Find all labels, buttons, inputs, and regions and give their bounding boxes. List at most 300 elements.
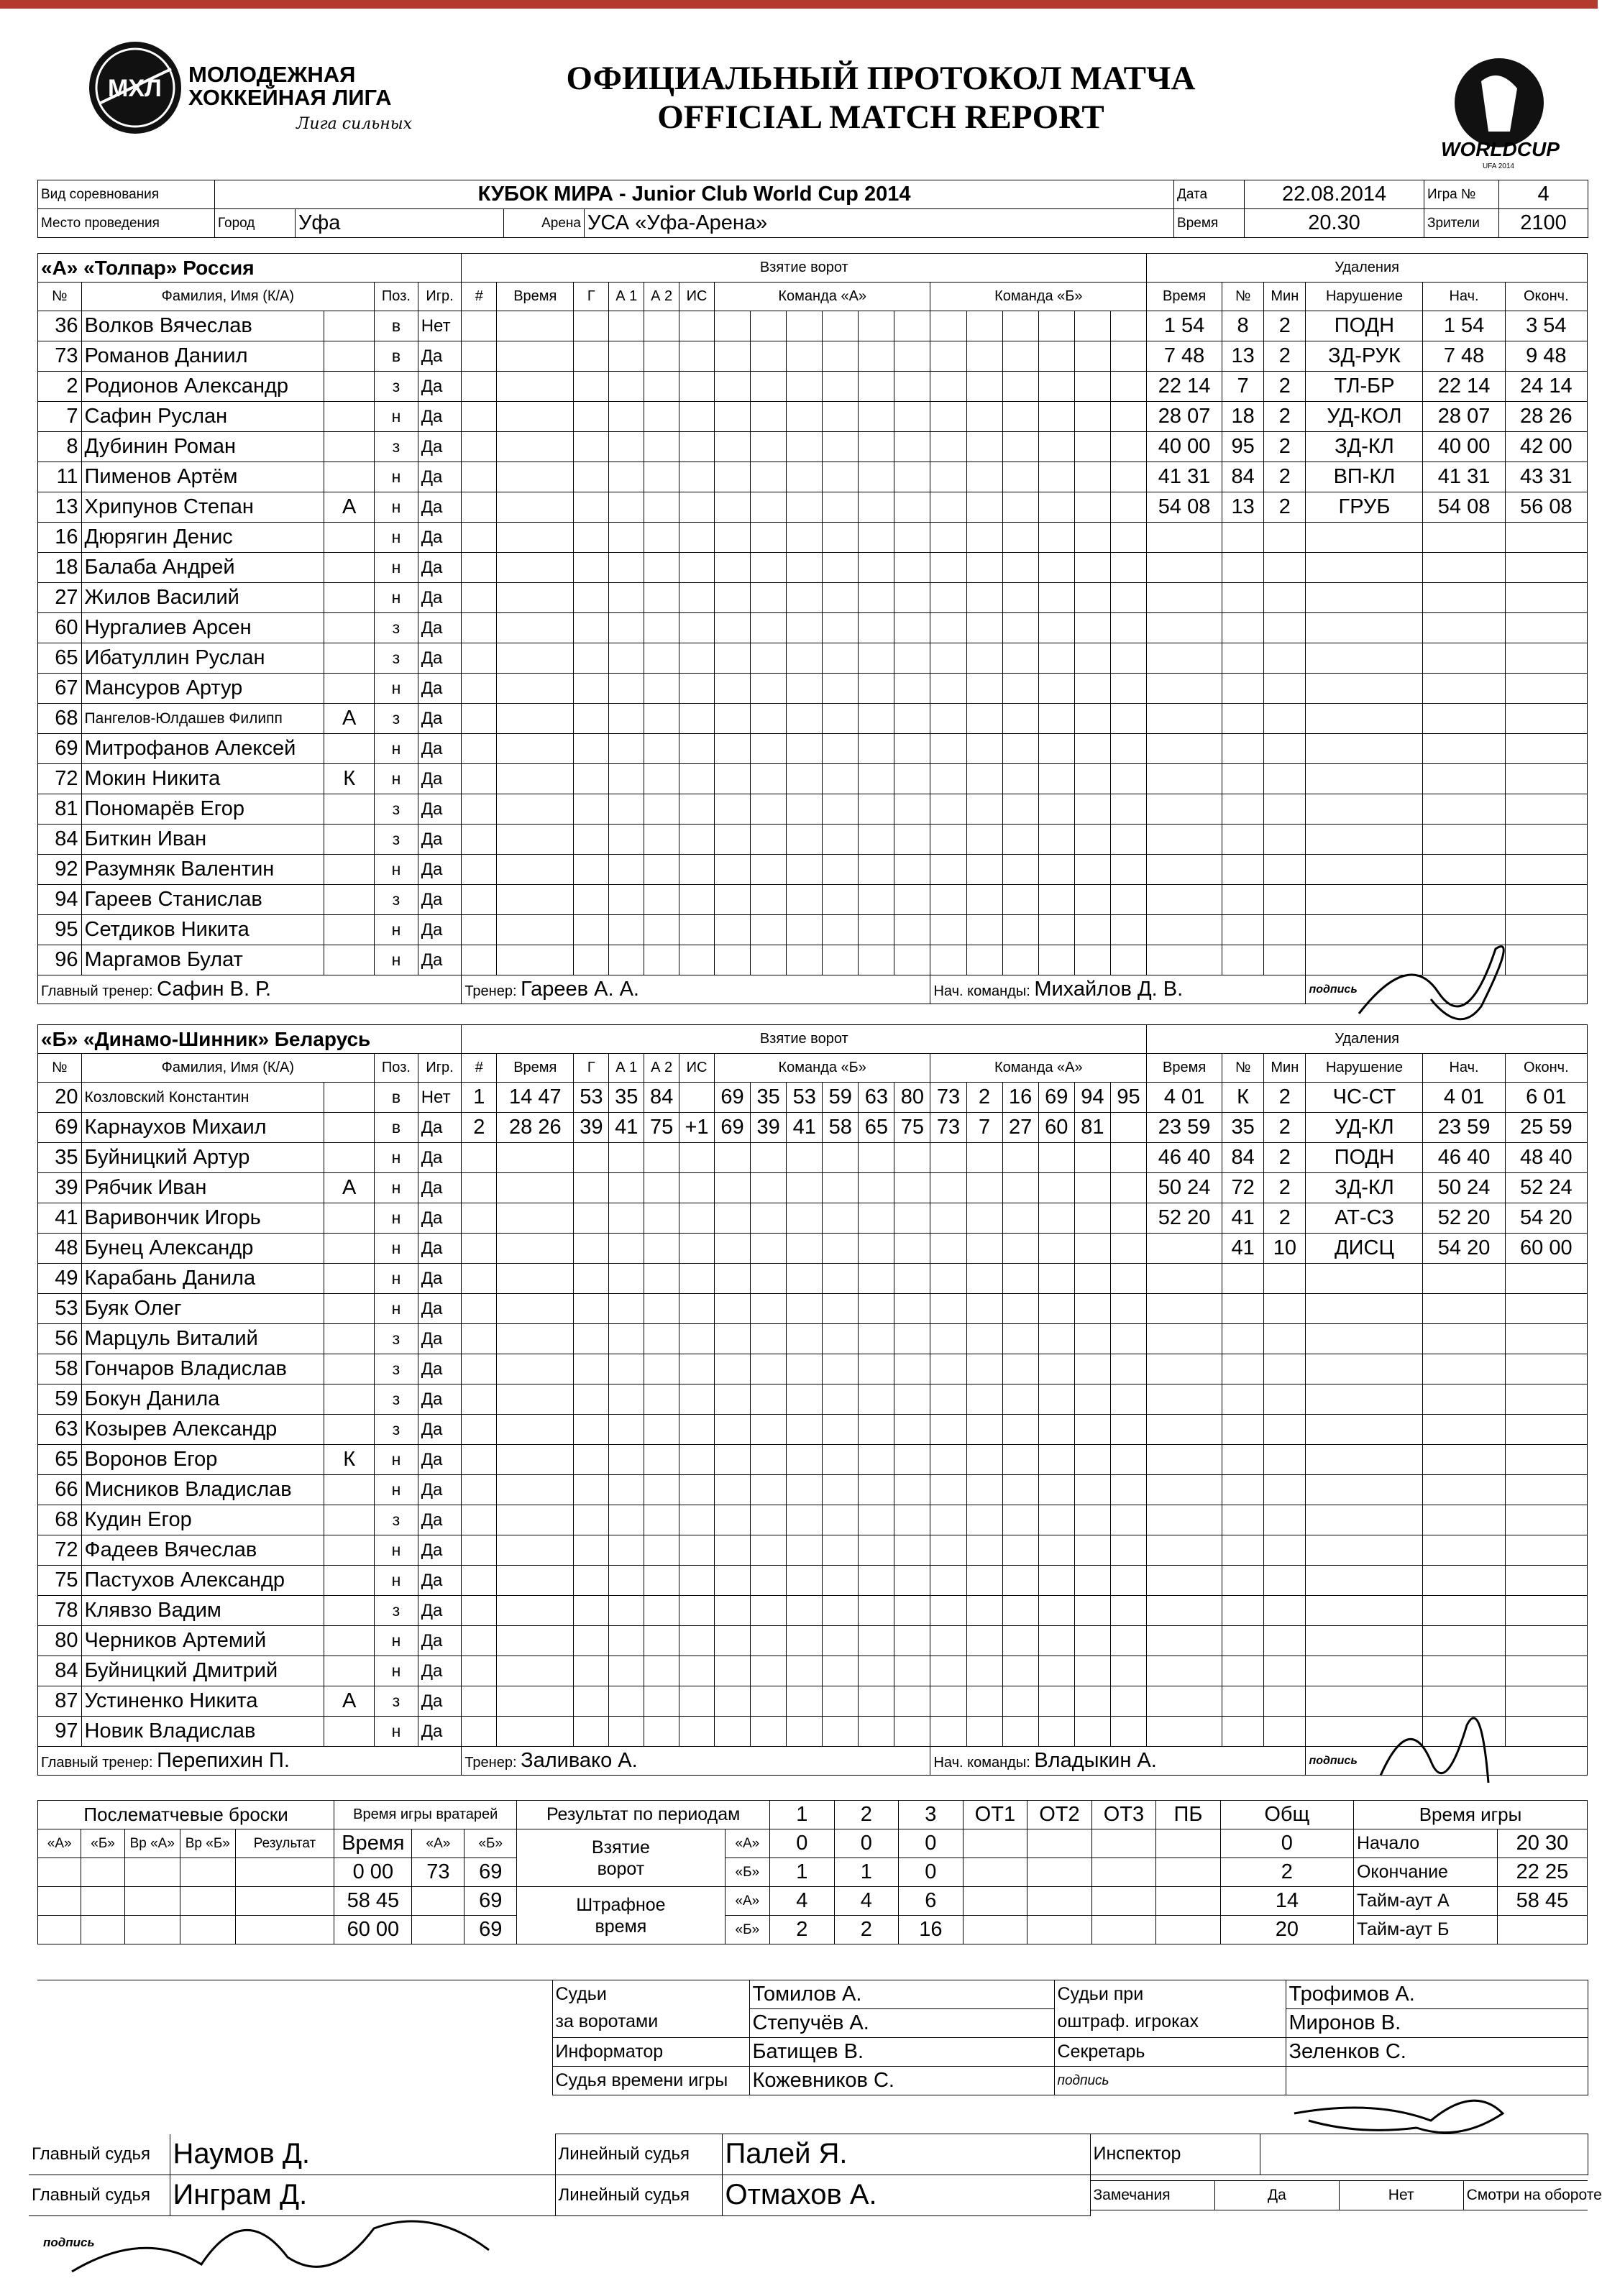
player-position: з [375, 372, 418, 402]
team-a-col-played-header: Игр. [418, 283, 462, 311]
on-ice-opp [1002, 1173, 1038, 1203]
on-ice-own [787, 1354, 823, 1385]
player-name: Буйницкий Артур [81, 1143, 324, 1173]
penalty-start [1423, 1445, 1505, 1475]
remarks-see-reverse: Смотри на обороте [1463, 2180, 1588, 2210]
on-ice-opp [1038, 855, 1074, 885]
on-ice-opp [1110, 613, 1146, 643]
on-ice-own [715, 643, 751, 674]
player-position: н [375, 1535, 418, 1566]
player-played: Да [418, 1475, 462, 1505]
goal-assist2 [644, 1143, 679, 1173]
on-ice-opp [1038, 341, 1074, 372]
on-ice-own [894, 945, 930, 975]
pim-b-ot2 [1027, 1916, 1092, 1944]
on-ice-own [715, 1566, 751, 1596]
goals-b-ot1 [963, 1858, 1027, 1887]
player-played: Да [418, 1234, 462, 1264]
player-position: н [375, 764, 418, 794]
periods-title: Результат по периодам [517, 1801, 770, 1829]
on-ice-opp [1038, 1203, 1074, 1234]
player-position: н [375, 734, 418, 764]
player-number: 20 [38, 1083, 82, 1113]
goal-scorer [574, 1294, 609, 1324]
penalty-minutes [1264, 1324, 1306, 1354]
player-captaincy [324, 1113, 375, 1143]
goal-scorer [574, 643, 609, 674]
goals-a-total: 0 [1220, 1829, 1353, 1858]
goal-situation [679, 341, 715, 372]
team-b-col-pen-time-header: Время [1147, 1054, 1222, 1083]
team-b-player-row [38, 1445, 1588, 1475]
penalty-end [1505, 1656, 1587, 1686]
goal-number [462, 553, 497, 583]
team-b-player-row [38, 1505, 1588, 1535]
penalty-minutes [1264, 734, 1306, 764]
goal-assist1 [609, 1626, 644, 1656]
on-ice-opp [930, 432, 966, 462]
world-cup-text: WORLDCUP [1441, 138, 1560, 160]
player-position: н [375, 1566, 418, 1596]
on-ice-own [894, 1445, 930, 1475]
player-captaincy [324, 1415, 375, 1445]
on-ice-own [715, 341, 751, 372]
team-a-player-row [38, 432, 1588, 462]
on-ice-own: 58 [823, 1113, 859, 1143]
team-b-player-row [38, 1656, 1588, 1686]
on-ice-opp [1074, 1566, 1110, 1596]
on-ice-opp [930, 341, 966, 372]
on-ice-opp [1002, 1596, 1038, 1626]
on-ice-opp [1074, 462, 1110, 492]
goal-scorer [574, 553, 609, 583]
goal-situation [679, 311, 715, 341]
goal-situation [679, 1173, 715, 1203]
penalty-violation [1306, 643, 1423, 674]
penalty-time [1147, 885, 1222, 915]
player-captaincy [324, 1354, 375, 1385]
penalty-end [1505, 1264, 1587, 1294]
goal-scorer [574, 764, 609, 794]
goal-number [462, 1294, 497, 1324]
penalty-time [1147, 855, 1222, 885]
team-b-col-pen-end-header: Оконч. [1505, 1054, 1587, 1083]
penalty-time [1147, 945, 1222, 975]
goal-time [497, 1385, 574, 1415]
penalty-time: 7 48 [1147, 341, 1222, 372]
penalty-time [1147, 1445, 1222, 1475]
penalty-time [1147, 1234, 1222, 1264]
on-ice-own [751, 825, 787, 855]
pim-b-tag: «Б» [725, 1916, 769, 1944]
goal-situation [679, 915, 715, 945]
goal-time [497, 1203, 574, 1234]
player-position: з [375, 643, 418, 674]
on-ice-own [823, 885, 859, 915]
player-name: Мокин Никита [81, 764, 324, 794]
player-captaincy [324, 432, 375, 462]
player-captaincy [324, 553, 375, 583]
league-name [188, 63, 392, 109]
goal-assist1 [609, 643, 644, 674]
goal-assist2 [644, 432, 679, 462]
goal-number [462, 1535, 497, 1566]
player-position: н [375, 523, 418, 553]
on-ice-opp [1002, 1535, 1038, 1566]
on-ice-opp [966, 764, 1002, 794]
goal-time [497, 492, 574, 523]
signature-scribble-referees [58, 2185, 546, 2293]
on-ice-own [894, 462, 930, 492]
end-label: Окончание [1353, 1858, 1497, 1887]
penalty-time [1147, 1626, 1222, 1656]
on-ice-own [751, 1324, 787, 1354]
on-ice-own [787, 1717, 823, 1747]
goal-number [462, 1505, 497, 1535]
on-ice-own [787, 764, 823, 794]
player-played: Да [418, 1324, 462, 1354]
goal-scorer [574, 1173, 609, 1203]
penalty-start: 7 48 [1423, 341, 1505, 372]
penalty-player: 72 [1222, 1173, 1264, 1203]
goal-situation [679, 945, 715, 975]
goals-b-p3: 0 [899, 1858, 964, 1887]
team-a-signature-cell: подпись [1306, 975, 1588, 1004]
on-ice-opp [1074, 492, 1110, 523]
on-ice-own [787, 432, 823, 462]
player-position: н [375, 583, 418, 613]
goal-number [462, 341, 497, 372]
on-ice-own [751, 734, 787, 764]
on-ice-opp [1002, 432, 1038, 462]
on-ice-own [894, 1505, 930, 1535]
on-ice-opp [966, 462, 1002, 492]
player-position: н [375, 855, 418, 885]
player-captaincy [324, 1143, 375, 1173]
penalty-violation [1306, 1535, 1423, 1566]
player-captaincy [324, 855, 375, 885]
goal-assist1 [609, 523, 644, 553]
goal-number [462, 583, 497, 613]
team-a-player-row [38, 674, 1588, 704]
on-ice-opp [1074, 523, 1110, 553]
penalty-player [1222, 1324, 1264, 1354]
goal-assist1 [609, 341, 644, 372]
penalty-start [1423, 1566, 1505, 1596]
player-name: Пастухов Александр [81, 1566, 324, 1596]
player-name: Романов Даниил [81, 341, 324, 372]
on-ice-own [787, 462, 823, 492]
player-captaincy: К [324, 764, 375, 794]
on-ice-own [823, 1354, 859, 1385]
on-ice-opp [1110, 855, 1146, 885]
goal-scorer [574, 1505, 609, 1535]
officials-blank [37, 1980, 552, 2095]
team-b-player-row [38, 1686, 1588, 1717]
team-b-col-pen-violation-header: Нарушение [1306, 1054, 1423, 1083]
on-ice-opp [1110, 1535, 1146, 1566]
on-ice-opp [1038, 704, 1074, 734]
player-name: Пангелов-Юлдашев Филипп [81, 704, 324, 734]
goal-situation [679, 764, 715, 794]
pim-b-p3: 16 [899, 1916, 964, 1944]
on-ice-own [787, 1385, 823, 1415]
penalty-player [1222, 1415, 1264, 1445]
team-a-player-row [38, 553, 1588, 583]
on-ice-opp: 95 [1110, 1083, 1146, 1113]
on-ice-opp [1110, 1505, 1146, 1535]
on-ice-opp [1110, 1626, 1146, 1656]
player-played: Да [418, 372, 462, 402]
goals-a-ot2 [1027, 1829, 1092, 1858]
goal-judges-label [552, 1980, 749, 2038]
on-ice-opp [930, 492, 966, 523]
goal-number [462, 462, 497, 492]
start-label: Начало [1353, 1829, 1497, 1858]
on-ice-own [751, 1475, 787, 1505]
on-ice-opp [1002, 1143, 1038, 1173]
title-english: OFFICIAL MATCH REPORT [657, 98, 1104, 136]
penalty-player [1222, 1505, 1264, 1535]
on-ice-opp [966, 1445, 1002, 1475]
player-captaincy [324, 885, 375, 915]
penalty-start [1423, 1415, 1505, 1445]
penalty-end [1505, 523, 1587, 553]
so-cell [38, 1887, 81, 1916]
on-ice-opp [1074, 432, 1110, 462]
on-ice-own [751, 1445, 787, 1475]
on-ice-own: 69 [715, 1113, 751, 1143]
on-ice-opp [930, 945, 966, 975]
goal-time [497, 613, 574, 643]
player-position: н [375, 462, 418, 492]
remarks-label: Замечания [1091, 2180, 1215, 2210]
on-ice-own [787, 372, 823, 402]
on-ice-opp [930, 1445, 966, 1475]
player-captaincy: А [324, 1686, 375, 1717]
linesman-label-2: Линейный судья [555, 2175, 722, 2215]
on-ice-own: 75 [894, 1113, 930, 1143]
gk-b-1: 69 [464, 1858, 517, 1887]
on-ice-opp [1038, 1294, 1074, 1324]
on-ice-own [787, 1324, 823, 1354]
informer-label: Информатор [552, 2038, 749, 2067]
goal-time [497, 1234, 574, 1264]
on-ice-opp [966, 432, 1002, 462]
remarks-table [1091, 2180, 1602, 2210]
player-name: Буяк Олег [81, 1294, 324, 1324]
goal-situation [679, 1385, 715, 1415]
penalty-minutes [1264, 704, 1306, 734]
player-position: з [375, 794, 418, 825]
on-ice-own [715, 1264, 751, 1294]
on-ice-own [823, 1143, 859, 1173]
goal-time [497, 1264, 574, 1294]
player-number: 16 [38, 523, 82, 553]
penalty-violation: ВП-КЛ [1306, 462, 1423, 492]
team-b-col-on-ice-opp-header: Команда «А» [930, 1054, 1147, 1083]
penalty-start [1423, 1324, 1505, 1354]
player-played: Да [418, 1566, 462, 1596]
on-ice-own [859, 1445, 894, 1475]
on-ice-opp: 7 [966, 1113, 1002, 1143]
goals-a-pb [1156, 1829, 1221, 1858]
team-b-col-situation-header: ИС [679, 1054, 715, 1083]
so-result-header: Результат [235, 1829, 334, 1858]
on-ice-own: 65 [859, 1113, 894, 1143]
goal-assist2 [644, 1385, 679, 1415]
pim-a-p3: 6 [899, 1887, 964, 1916]
on-ice-opp [930, 1415, 966, 1445]
player-position: з [375, 432, 418, 462]
player-number: 60 [38, 613, 82, 643]
goal-scorer [574, 492, 609, 523]
on-ice-opp [1110, 432, 1146, 462]
goal-scorer: 53 [574, 1083, 609, 1113]
on-ice-opp [966, 1264, 1002, 1294]
goal-assist1: 35 [609, 1083, 644, 1113]
on-ice-own [787, 1596, 823, 1626]
top-color-strip [0, 0, 1598, 9]
on-ice-opp [1110, 1324, 1146, 1354]
so-a-header: «А» [38, 1829, 81, 1858]
on-ice-own [823, 583, 859, 613]
penalty-end: 48 40 [1505, 1143, 1587, 1173]
player-position: з [375, 1596, 418, 1626]
pim-b-pb [1156, 1916, 1221, 1944]
penalty-end [1505, 553, 1587, 583]
goal-situation [679, 1354, 715, 1385]
player-name: Ибатуллин Руслан [81, 643, 324, 674]
player-captaincy [324, 1264, 375, 1294]
penalty-player: 7 [1222, 372, 1264, 402]
penalty-minutes [1264, 1566, 1306, 1596]
penalty-end [1505, 855, 1587, 885]
penalty-end [1505, 825, 1587, 855]
on-ice-opp [930, 794, 966, 825]
goal-number [462, 704, 497, 734]
team-b-player-row [38, 1294, 1588, 1324]
secretary-label: Секретарь [1054, 2038, 1286, 2067]
team-a-player-row [38, 643, 1588, 674]
so-cell [38, 1916, 81, 1944]
player-number: 58 [38, 1354, 82, 1385]
goal-assist2 [644, 825, 679, 855]
on-ice-own [787, 1294, 823, 1324]
on-ice-own [787, 311, 823, 341]
player-number: 56 [38, 1324, 82, 1354]
penalty-player [1222, 613, 1264, 643]
goal-number [462, 613, 497, 643]
on-ice-own [715, 764, 751, 794]
goals-b-ot2 [1027, 1858, 1092, 1887]
referee-value-2: Инграм Д. [170, 2175, 555, 2215]
on-ice-opp [966, 1535, 1002, 1566]
on-ice-own [859, 1686, 894, 1717]
team-a-roster-table [37, 253, 1588, 1004]
goal-assist1 [609, 553, 644, 583]
on-ice-opp [1074, 674, 1110, 704]
on-ice-opp [1074, 583, 1110, 613]
timeout-a-label: Тайм-аут А [1353, 1887, 1497, 1916]
penalty-end: 3 54 [1505, 311, 1587, 341]
shootout-title: Послематчевые броски [38, 1801, 334, 1829]
penalty-player [1222, 1445, 1264, 1475]
goal-assist1 [609, 1264, 644, 1294]
on-ice-own [859, 1143, 894, 1173]
goal-number [462, 915, 497, 945]
on-ice-own [859, 1596, 894, 1626]
player-captaincy [324, 734, 375, 764]
so-cell [180, 1916, 235, 1944]
on-ice-opp [1074, 1203, 1110, 1234]
on-ice-opp [1038, 462, 1074, 492]
goal-assist1 [609, 1445, 644, 1475]
team-b-col-on-ice-own-header: Команда «Б» [715, 1054, 930, 1083]
penalty-minutes [1264, 945, 1306, 975]
player-number: 69 [38, 1113, 82, 1143]
on-ice-own [787, 1686, 823, 1717]
pim-a-tag: «А» [725, 1887, 769, 1916]
goal-time [497, 553, 574, 583]
goal-scorer [574, 885, 609, 915]
team-b-col-assist2-header: А 2 [644, 1054, 679, 1083]
penalty-violation [1306, 1354, 1423, 1385]
period-col-2: 2 [834, 1801, 899, 1829]
on-ice-own [787, 1234, 823, 1264]
on-ice-opp [966, 492, 1002, 523]
on-ice-opp [1002, 1294, 1038, 1324]
on-ice-opp [966, 915, 1002, 945]
penalty-time [1147, 1535, 1222, 1566]
goal-number [462, 1354, 497, 1385]
team-a-col-pen-start-header: Нач. [1423, 283, 1505, 311]
team-a-col-pen-num-header: № [1222, 283, 1264, 311]
on-ice-own [715, 1686, 751, 1717]
goal-assist2 [644, 341, 679, 372]
on-ice-own [787, 553, 823, 583]
goal-situation [679, 855, 715, 885]
player-position: в [375, 341, 418, 372]
on-ice-opp [1038, 825, 1074, 855]
penalty-start: 41 31 [1423, 462, 1505, 492]
on-ice-opp [1074, 704, 1110, 734]
penalty-time: 4 01 [1147, 1083, 1222, 1113]
title-russian: ОФИЦИАЛЬНЫЙ ПРОТОКОЛ МАТЧА [566, 60, 1196, 97]
player-captaincy [324, 372, 375, 402]
goal-time [497, 1143, 574, 1173]
goal-assist2 [644, 1656, 679, 1686]
on-ice-opp [1110, 372, 1146, 402]
on-ice-opp [1110, 462, 1146, 492]
player-position: з [375, 1686, 418, 1717]
penalty-violation [1306, 855, 1423, 885]
goal-judges-label-1: Судьи [555, 1984, 607, 2004]
on-ice-own [823, 1596, 859, 1626]
penalty-start: 50 24 [1423, 1173, 1505, 1203]
penalty-minutes [1264, 523, 1306, 553]
goal-assist1 [609, 462, 644, 492]
on-ice-own [715, 825, 751, 855]
penalty-time [1147, 1324, 1222, 1354]
pim-a-ot2 [1027, 1887, 1092, 1916]
penalty-end [1505, 1505, 1587, 1535]
on-ice-own [894, 583, 930, 613]
on-ice-opp [966, 341, 1002, 372]
on-ice-opp [1110, 915, 1146, 945]
on-ice-own [823, 432, 859, 462]
on-ice-opp [966, 1656, 1002, 1686]
